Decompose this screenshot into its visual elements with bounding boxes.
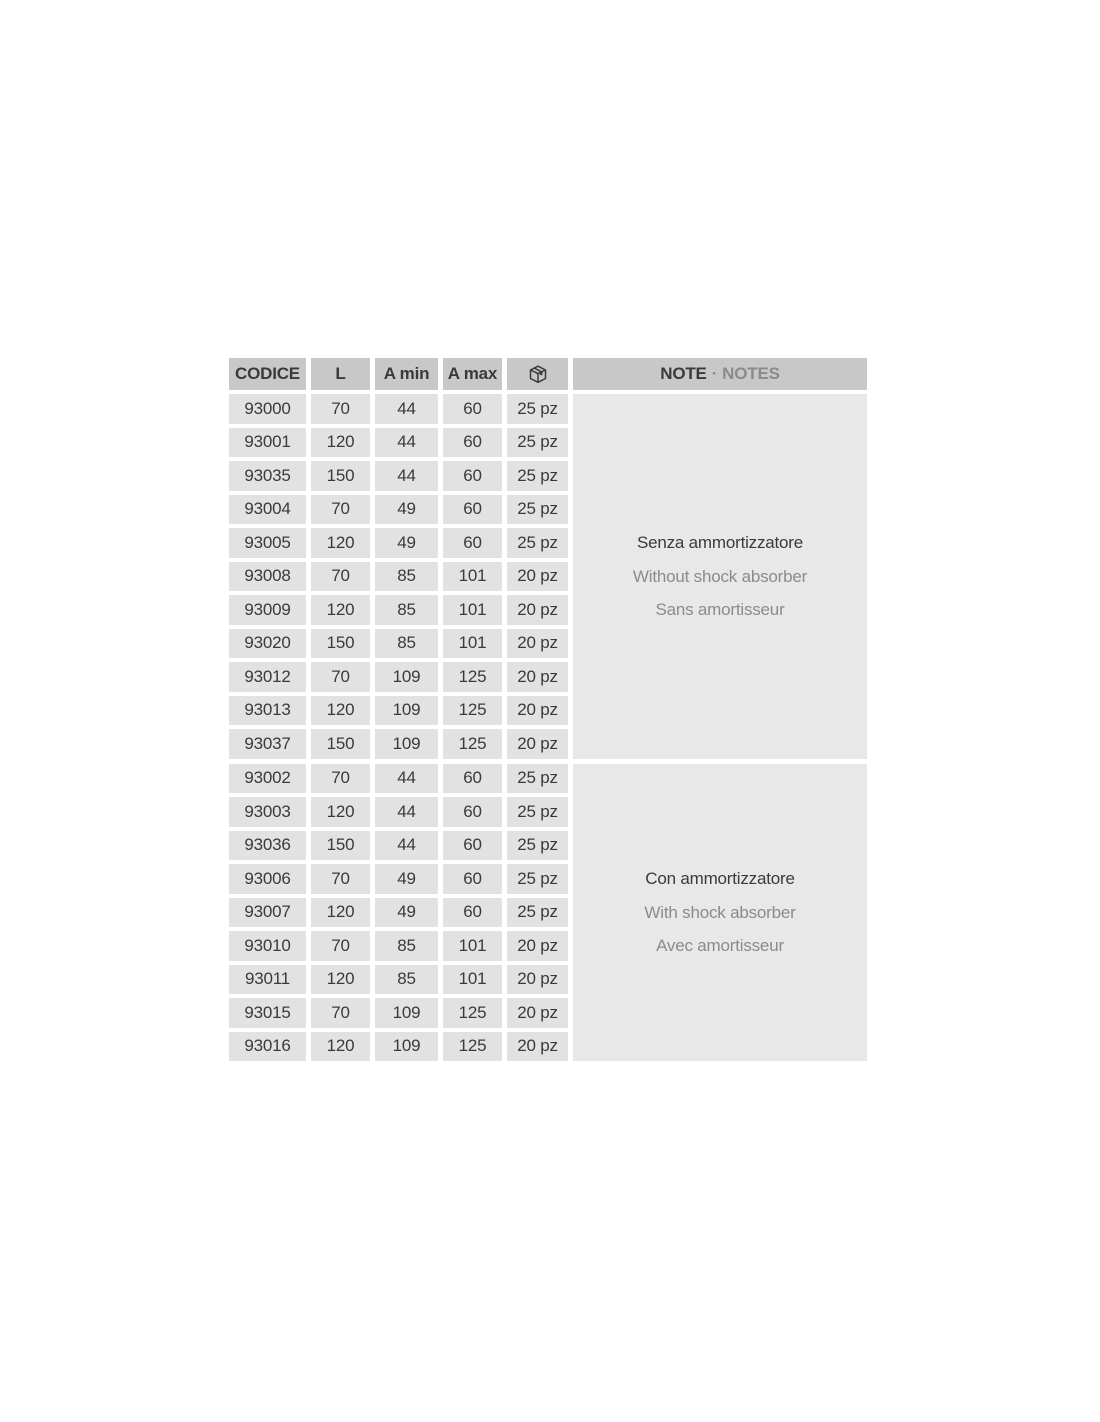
cell-a-max: 60 xyxy=(443,797,502,827)
cell-codice: 93012 xyxy=(229,662,306,692)
col-header-package xyxy=(507,358,568,390)
cell-codice: 93035 xyxy=(229,461,306,491)
cell-a-min: 109 xyxy=(375,998,438,1028)
cell-l: 150 xyxy=(311,461,370,491)
cell-a-min: 85 xyxy=(375,562,438,592)
col-header-note-notes xyxy=(573,358,867,390)
cell-qty: 20 pz xyxy=(507,662,568,692)
cell-qty: 20 pz xyxy=(507,629,568,659)
col-header-codice: CODICE xyxy=(229,358,306,390)
cell-codice: 93001 xyxy=(229,428,306,458)
cell-codice: 93016 xyxy=(229,1032,306,1062)
cell-a-min: 44 xyxy=(375,428,438,458)
cell-codice: 93020 xyxy=(229,629,306,659)
cell-qty: 20 pz xyxy=(507,595,568,625)
cell-l: 120 xyxy=(311,428,370,458)
cell-a-min: 44 xyxy=(375,797,438,827)
note-line-french: Sans amortisseur xyxy=(655,600,785,619)
cell-a-max: 125 xyxy=(443,1032,502,1062)
cell-codice: 93006 xyxy=(229,864,306,894)
cell-l: 70 xyxy=(311,998,370,1028)
cell-qty: 25 pz xyxy=(507,528,568,558)
note-line-english: With shock absorber xyxy=(644,902,796,922)
cell-l: 70 xyxy=(311,562,370,592)
cell-a-max: 101 xyxy=(443,629,502,659)
cell-a-min: 49 xyxy=(375,898,438,928)
cell-a-max: 101 xyxy=(443,562,502,592)
cell-a-max: 101 xyxy=(443,965,502,995)
cell-a-max: 60 xyxy=(443,461,502,491)
note-line-french: Avec amortisseur xyxy=(656,936,784,955)
cell-qty: 25 pz xyxy=(507,495,568,525)
cell-qty: 25 pz xyxy=(507,764,568,794)
cell-l: 70 xyxy=(311,931,370,961)
cell-a-max: 101 xyxy=(443,931,502,961)
cell-a-min: 44 xyxy=(375,461,438,491)
cell-a-max: 60 xyxy=(443,428,502,458)
cell-a-min: 44 xyxy=(375,831,438,861)
cell-a-max: 60 xyxy=(443,394,502,424)
cell-l: 70 xyxy=(311,864,370,894)
notes-panel xyxy=(573,394,867,759)
cell-a-min: 85 xyxy=(375,629,438,659)
cell-codice: 93009 xyxy=(229,595,306,625)
notes-panel xyxy=(573,764,867,1062)
cell-a-min: 109 xyxy=(375,729,438,759)
notes-label: NOTES xyxy=(722,364,780,383)
cell-a-min: 44 xyxy=(375,394,438,424)
cell-l: 120 xyxy=(311,898,370,928)
note-label: NOTE xyxy=(660,364,707,383)
cell-a-max: 125 xyxy=(443,662,502,692)
cell-qty: 20 pz xyxy=(507,931,568,961)
cell-a-min: 109 xyxy=(375,662,438,692)
cell-codice: 93011 xyxy=(229,965,306,995)
table-group-senza-ammortizzatore xyxy=(229,394,867,759)
cell-a-max: 60 xyxy=(443,528,502,558)
cell-a-min: 49 xyxy=(375,864,438,894)
cell-codice: 93004 xyxy=(229,495,306,525)
cell-a-min: 109 xyxy=(375,696,438,726)
cell-a-max: 60 xyxy=(443,864,502,894)
cell-a-max: 125 xyxy=(443,998,502,1028)
cell-codice: 93003 xyxy=(229,797,306,827)
cell-a-min: 85 xyxy=(375,931,438,961)
cell-codice: 93015 xyxy=(229,998,306,1028)
cell-l: 120 xyxy=(311,797,370,827)
product-table xyxy=(229,358,867,1066)
cell-codice: 93013 xyxy=(229,696,306,726)
col-header-a-min: A min xyxy=(375,358,438,390)
cell-qty: 25 pz xyxy=(507,898,568,928)
cell-a-max: 60 xyxy=(443,898,502,928)
cell-codice: 93008 xyxy=(229,562,306,592)
cell-qty: 25 pz xyxy=(507,394,568,424)
cell-l: 120 xyxy=(311,965,370,995)
cell-qty: 20 pz xyxy=(507,696,568,726)
cell-a-min: 85 xyxy=(375,965,438,995)
cell-codice: 93005 xyxy=(229,528,306,558)
cell-a-max: 101 xyxy=(443,595,502,625)
package-box-icon xyxy=(526,362,550,386)
cell-qty: 20 pz xyxy=(507,729,568,759)
cell-a-min: 49 xyxy=(375,528,438,558)
cell-l: 150 xyxy=(311,629,370,659)
cell-l: 120 xyxy=(311,528,370,558)
cell-l: 150 xyxy=(311,831,370,861)
cell-l: 120 xyxy=(311,595,370,625)
cell-l: 150 xyxy=(311,729,370,759)
cell-qty: 20 pz xyxy=(507,562,568,592)
cell-l: 120 xyxy=(311,1032,370,1062)
note-line-italian: Con ammortizzatore xyxy=(645,869,795,888)
cell-qty: 25 pz xyxy=(507,864,568,894)
cell-codice: 93007 xyxy=(229,898,306,928)
cell-qty: 20 pz xyxy=(507,965,568,995)
cell-a-max: 125 xyxy=(443,729,502,759)
cell-a-max: 60 xyxy=(443,831,502,861)
cell-qty: 20 pz xyxy=(507,998,568,1028)
cell-codice: 93010 xyxy=(229,931,306,961)
cell-l: 70 xyxy=(311,394,370,424)
note-line-italian: Senza ammortizzatore xyxy=(636,533,804,552)
cell-qty: 25 pz xyxy=(507,428,568,458)
cell-codice: 93000 xyxy=(229,394,306,424)
cell-qty: 20 pz xyxy=(507,1032,568,1062)
cell-a-min: 109 xyxy=(375,1032,438,1062)
table-group-con-ammortizzatore xyxy=(229,764,867,1062)
cell-qty: 25 pz xyxy=(507,797,568,827)
note-line-english: Without shock absorber xyxy=(632,566,808,586)
col-header-l: L xyxy=(311,358,370,390)
cell-qty: 25 pz xyxy=(507,461,568,491)
cell-l: 120 xyxy=(311,696,370,726)
cell-a-max: 60 xyxy=(443,764,502,794)
cell-a-max: 125 xyxy=(443,696,502,726)
cell-a-min: 49 xyxy=(375,495,438,525)
cell-qty: 25 pz xyxy=(507,831,568,861)
cell-l: 70 xyxy=(311,495,370,525)
cell-l: 70 xyxy=(311,764,370,794)
cell-codice: 93002 xyxy=(229,764,306,794)
cell-a-min: 85 xyxy=(375,595,438,625)
cell-codice: 93037 xyxy=(229,729,306,759)
cell-codice: 93036 xyxy=(229,831,306,861)
table-header-row xyxy=(229,358,867,390)
cell-a-max: 60 xyxy=(443,495,502,525)
note-separator: · xyxy=(711,364,718,383)
col-header-a-max: A max xyxy=(443,358,502,390)
cell-a-min: 44 xyxy=(375,764,438,794)
cell-l: 70 xyxy=(311,662,370,692)
